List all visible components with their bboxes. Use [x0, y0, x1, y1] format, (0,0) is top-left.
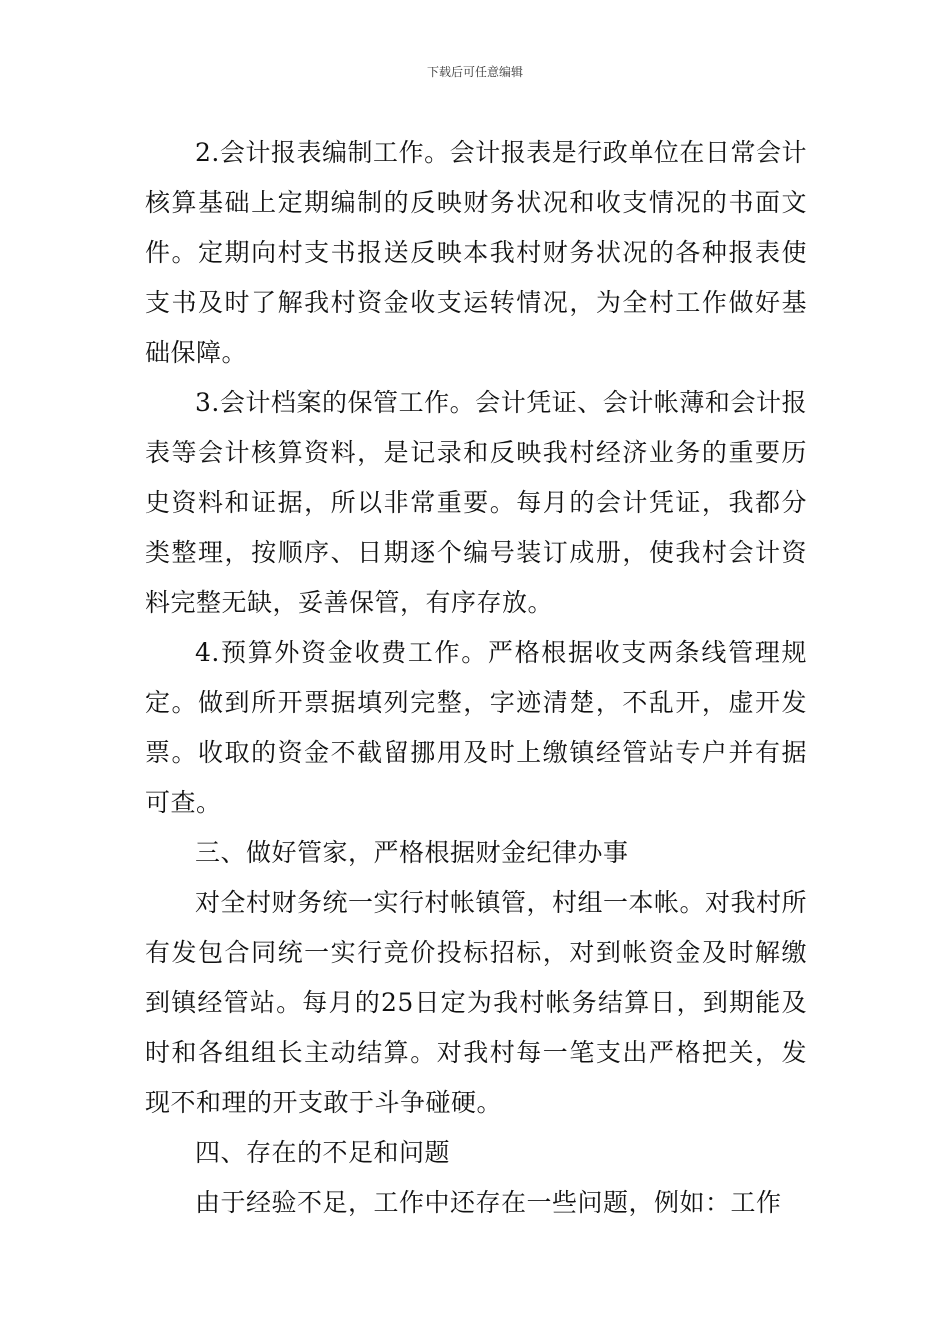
paragraph-accounting-reports: 2.会计报表编制工作。会计报表是行政单位在日常会计核算基础上定期编制的反映财务状况和收支情况的书面文件。定期向村支书报送反映本我村财务状况的各种报表使支书及时了解我村资金收支运转情况，为全村工作做好基础保障。	[145, 138, 807, 367]
section-heading-four: 四、存在的不足和问题	[195, 1138, 451, 1167]
paragraph-village-finance: 对全村财务统一实行村帐镇管，村组一本帐。对我村所有发包合同统一实行竞价投标招标，对到帐资金及时解缴到镇经管站。每月的25日定为我村帐务结算日，到期能及时和各组组长主动结算。对我村每一笔支出严格把关，发现不和理的开支敢于斗争碰硬。	[145, 888, 808, 1117]
paragraph-accounting-archives: 3.会计档案的保管工作。会计凭证、会计帐薄和会计报表等会计核算资料，是记录和反映我村经济业务的重要历史资料和证据，所以非常重要。每月的会计凭证，我都分类整理，按顺序、日期逐个编号装订成册，使我村会计资料完整无缺，妥善保管，有序存放。	[145, 388, 807, 617]
paragraph-extra-budget-fees: 4.预算外资金收费工作。严格根据收支两条线管理规定。做到所开票据填列完整，字迹清楚，不乱开，虚开发票。收取的资金不截留挪用及时上缴镇经管站专户并有据可查。	[145, 638, 807, 817]
document-body	[145, 128, 807, 1228]
page-header: 下载后可任意编辑	[426, 65, 523, 79]
paragraph-shortcomings: 由于经验不足，工作中还存在一些问题，例如：工作	[195, 1188, 782, 1217]
section-heading-three: 三、做好管家，严格根据财金纪律办事	[195, 838, 629, 867]
